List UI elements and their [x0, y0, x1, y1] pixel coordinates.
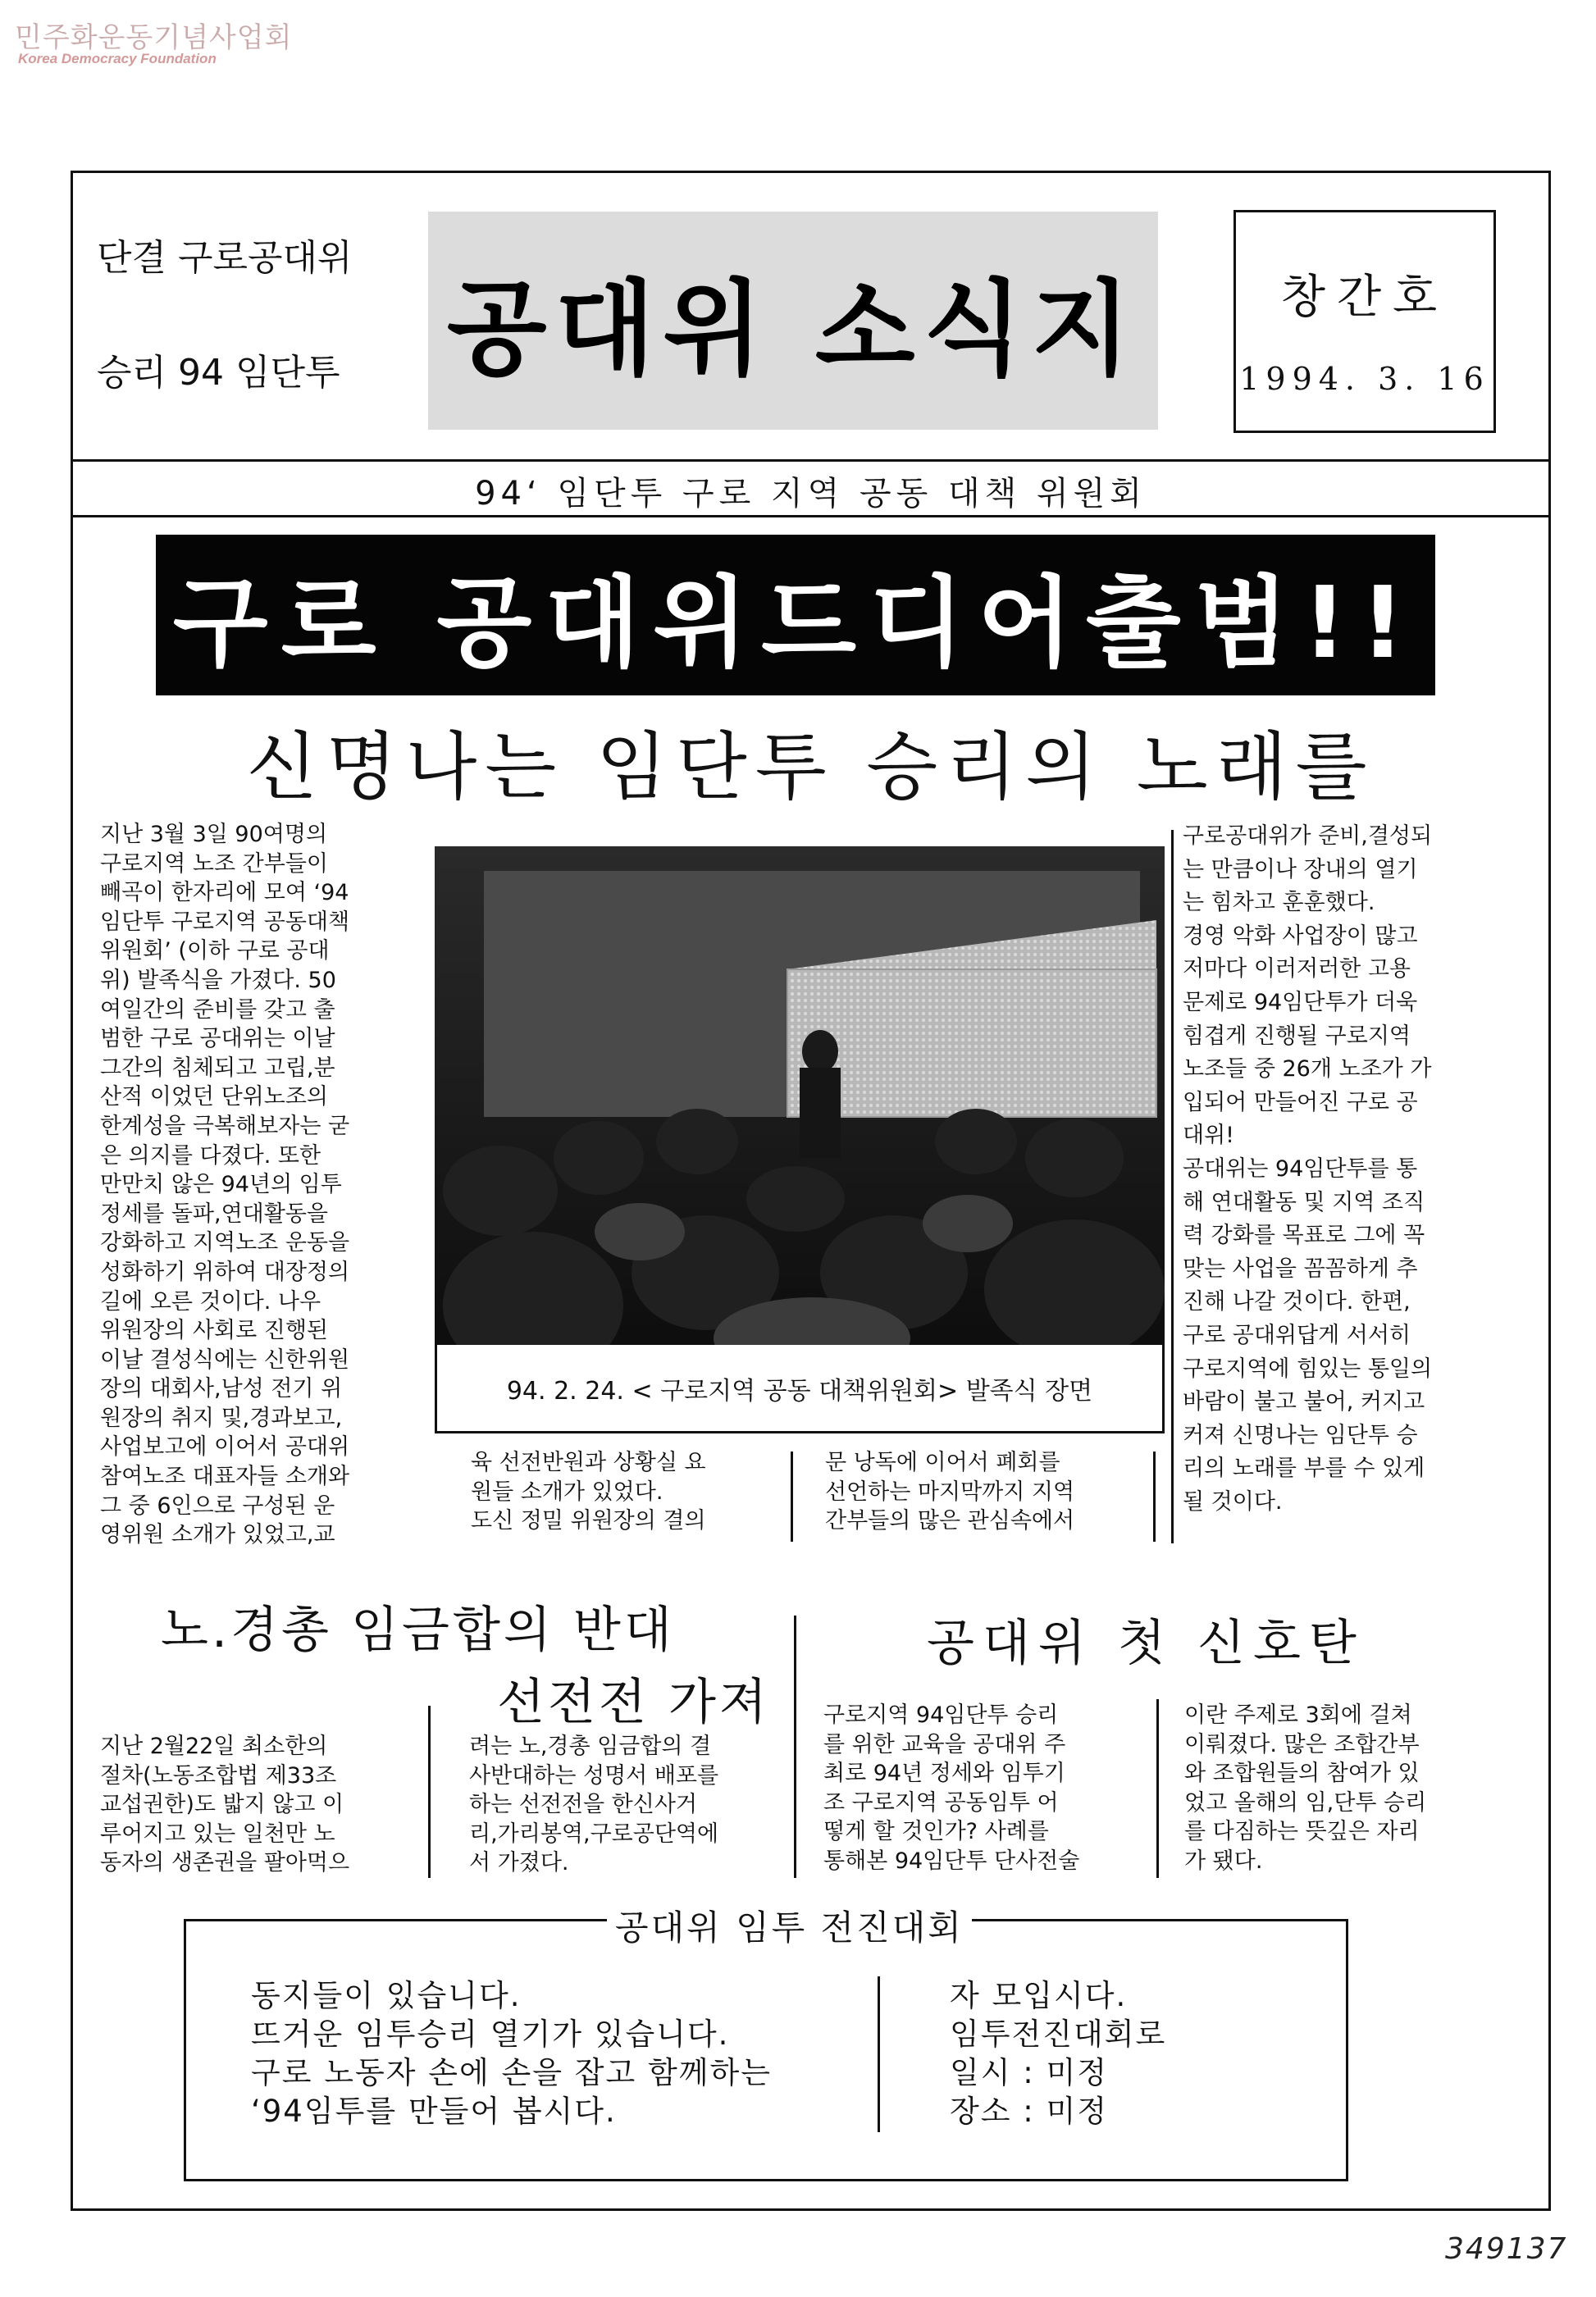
watermark-english: Korea Democracy Foundation — [18, 51, 217, 66]
column-divider — [791, 1452, 793, 1542]
story3-title: 공대위 첫 신호탄 — [927, 1615, 1365, 1672]
column-divider — [1171, 830, 1174, 1543]
organization-name: 94‘ 임단투 구로 지역 공동 대책 위원회 — [475, 475, 1147, 513]
rally-title: 공대위 임투 전진대회 — [607, 1901, 972, 1950]
text-line: 도신 정밀 위원장의 결의 — [471, 1508, 706, 1534]
text-line: 공대위는 94임단투를 통 — [1183, 1155, 1418, 1182]
text-line: 구로지역 노조 간부들이 — [100, 850, 328, 877]
text-line: 선언하는 마지막까지 지역 — [825, 1479, 1075, 1505]
story3-col2 — [1184, 1701, 1478, 1876]
text-line: 은 의지를 다졌다. 또한 — [100, 1142, 321, 1169]
text-line: 바람이 불고 불어, 커지고 — [1183, 1389, 1425, 1415]
text-line: 입되어 만들어진 구로 공 — [1183, 1089, 1418, 1115]
text-line: 경영 악화 사업장이 많고 — [1183, 923, 1418, 949]
header-divider — [71, 459, 1551, 462]
slogan-line1: 단결 구로공대위 — [97, 237, 353, 279]
issue-date: 1994. 3. 16 — [1239, 361, 1490, 397]
lead-col-mid1 — [471, 1448, 766, 1536]
text-line: 구로 노동자 손에 손을 잡고 함께하는 — [251, 2055, 772, 2090]
photo-image — [435, 846, 1165, 1370]
text-line: 만만치 않은 94년의 임투 — [100, 1172, 342, 1198]
text-line: 는 힘차고 훈훈했다. — [1183, 890, 1375, 916]
lead-col-right — [1183, 820, 1476, 1519]
text-line: 사반대하는 성명서 배포를 — [469, 1762, 719, 1789]
text-line: 임단투 구로지역 공동대책 — [100, 909, 350, 935]
text-line: 간부들의 많은 관심속에서 — [825, 1508, 1075, 1534]
text-line: 그 중 6인으로 구성된 운 — [100, 1493, 335, 1519]
issue-title: 창간호 — [1280, 271, 1449, 324]
text-line: 통해본 94임단투 단사전술 — [823, 1848, 1080, 1874]
text-line: 진해 나갈 것이다. 한편, — [1183, 1289, 1411, 1315]
text-line: 커져 신명나는 임단투 승 — [1183, 1422, 1418, 1448]
text-line: 해 연대활동 및 지역 조직 — [1183, 1189, 1425, 1215]
text-line: 지난 2월22일 최소한의 — [100, 1734, 328, 1759]
column-divider — [1153, 1452, 1156, 1542]
story2-title-line1: 노.경총 임금합의 반대 — [161, 1602, 675, 1659]
text-line: 리의 노래를 부를 수 있게 — [1183, 1456, 1425, 1482]
story2-col2 — [469, 1732, 764, 1878]
text-line: 장의 대회사,남성 전기 위 — [100, 1376, 343, 1402]
text-line: 원장의 취지 및,경과보고, — [100, 1405, 343, 1431]
text-line: 산적 이었던 단위노조의 — [100, 1084, 328, 1110]
text-line: 이란 주제로 3회에 걸쳐 — [1184, 1702, 1412, 1728]
text-line: 육 선전반원과 상황실 요 — [471, 1450, 706, 1475]
text-line: 루어지고 있는 일천만 노 — [100, 1821, 335, 1847]
text-line: 문 낭독에 이어서 폐회를 — [825, 1450, 1060, 1475]
text-line: 위원회’ (이하 구로 공대 — [100, 938, 330, 964]
masthead-title: 공대위 소식지 — [446, 268, 1140, 390]
text-line: 강화하고 지역노조 운동을 — [100, 1230, 350, 1256]
text-line: 와 조합원들의 참여가 있 — [1184, 1761, 1420, 1787]
text-line: 빼곡이 한자리에 모여 ‘94 — [100, 880, 349, 906]
section-divider — [794, 1616, 796, 1878]
text-line: 서 가졌다. — [469, 1850, 569, 1876]
story2-col1 — [100, 1732, 397, 1878]
text-line: 여일간의 준비를 갖고 출 — [100, 996, 335, 1023]
text-line: ‘94임투를 만들어 봅시다. — [251, 2094, 617, 2129]
text-line: 자 모입시다. — [950, 1978, 1128, 2013]
org-divider — [71, 515, 1551, 517]
text-line: 참여노조 대표자들 소개와 — [100, 1464, 350, 1490]
headline-text: 구로 공대위드디어출범!! — [172, 567, 1419, 681]
archive-number: 349137 — [1445, 2232, 1568, 2266]
text-line: 한계성을 극복해보자는 굳 — [100, 1113, 350, 1139]
headline-banner — [156, 535, 1435, 695]
lead-col-left — [100, 820, 400, 1550]
text-line: 영위원 소개가 있었고,교 — [100, 1522, 335, 1548]
text-line: 를 다짐하는 뜻깊은 자리 — [1184, 1819, 1420, 1845]
text-line: 위) 발족식을 가졌다. 50 — [100, 967, 336, 993]
text-line: 뜨거운 임투승리 열기가 있습니다. — [251, 2017, 730, 2052]
rally-divider — [878, 1976, 880, 2132]
text-line: 교섭권한)도 밟지 않고 이 — [100, 1792, 344, 1818]
text-line: 절차(노동조합법 제33조 — [100, 1762, 337, 1789]
text-line: 사업보고에 이어서 공대위 — [100, 1434, 350, 1461]
text-line: 그간의 침체되고 고립,분 — [100, 1055, 335, 1081]
column-divider — [428, 1706, 431, 1878]
text-line: 범한 구로 공대위는 이날 — [100, 1026, 335, 1052]
text-line: 맞는 사업을 꼼꼼하게 추 — [1183, 1256, 1418, 1282]
text-line: 를 위한 교육을 공대위 주 — [823, 1731, 1066, 1757]
slogan-line2: 승리 94 임단투 — [97, 352, 340, 394]
story3-col1 — [823, 1701, 1124, 1876]
text-line: 하는 선전전을 한신사거 — [469, 1792, 697, 1818]
text-line: 임투전진대회로 — [950, 2017, 1167, 2052]
column-divider — [1156, 1699, 1159, 1878]
rally-right-text — [950, 1976, 1294, 2131]
text-line: 력 강화를 목표로 그에 꼭 — [1183, 1223, 1425, 1249]
text-line: 가 됐다. — [1184, 1848, 1263, 1874]
text-line: 구로 공대위답게 서서히 — [1183, 1322, 1411, 1348]
text-line: 구로지역 94임단투 승리 — [823, 1702, 1059, 1728]
text-line: 힘겹게 진행될 구로지역 — [1183, 1023, 1411, 1049]
text-line: 리,가리봉역,구로공단역에 — [469, 1821, 719, 1847]
text-line: 조 구로지역 공동임투 어 — [823, 1789, 1059, 1816]
text-line: 지난 3월 3일 90여명의 — [100, 822, 328, 847]
watermark-korean: 민주화운동기념사업회 — [15, 21, 293, 54]
text-line: 구로지역에 힘있는 통일의 — [1183, 1356, 1433, 1382]
text-line: 었고 올해의 임,단투 승리 — [1184, 1789, 1427, 1816]
text-line: 장소 : 미정 — [950, 2094, 1108, 2129]
masthead — [428, 212, 1158, 430]
text-line: 최로 94년 정세와 임투기 — [823, 1761, 1065, 1787]
text-line: 는 만큼이나 장내의 열기 — [1183, 856, 1418, 882]
text-line: 성화하기 위하여 대장정의 — [100, 1259, 350, 1285]
photo-caption: 94. 2. 24. < 구로지역 공동 대책위원회> 발족식 장면 — [435, 1345, 1165, 1433]
rally-left-text — [251, 1976, 841, 2131]
text-line: 동지들이 있습니다. — [251, 1978, 522, 2013]
story2-title-line2: 선전전 가져 — [497, 1674, 770, 1731]
text-line: 떻게 할 것인가? 사례를 — [823, 1819, 1049, 1845]
text-line: 저마다 이러저러한 고용 — [1183, 956, 1411, 982]
text-line: 길에 오른 것이다. 나우 — [100, 1288, 321, 1315]
text-line: 이날 결성식에는 신한위원 — [100, 1347, 350, 1373]
text-line: 대위! — [1183, 1123, 1234, 1149]
lead-col-mid2 — [825, 1448, 1122, 1536]
event-photo — [435, 846, 1165, 1370]
text-line: 원들 소개가 있었다. — [471, 1479, 663, 1505]
text-line: 일시 : 미정 — [950, 2055, 1108, 2090]
text-line: 동자의 생존권을 팔아먹으 — [100, 1850, 350, 1876]
text-line: 노조들 중 26개 노조가 가 — [1183, 1056, 1432, 1082]
text-line: 위원장의 사회로 진행된 — [100, 1318, 328, 1344]
text-line: 려는 노,경총 임금합의 결 — [469, 1734, 712, 1759]
text-line: 정세를 돌파,연대활동을 — [100, 1201, 328, 1227]
text-line: 문제로 94임단투가 더욱 — [1183, 989, 1418, 1015]
text-line: 될 것이다. — [1183, 1488, 1283, 1515]
subheadline: 신명나는 임단투 승리의 노래를 — [246, 724, 1375, 810]
text-line: 이뤄졌다. 많은 조합간부 — [1184, 1731, 1420, 1757]
text-line: 구로공대위가 준비,결성되 — [1183, 823, 1433, 849]
